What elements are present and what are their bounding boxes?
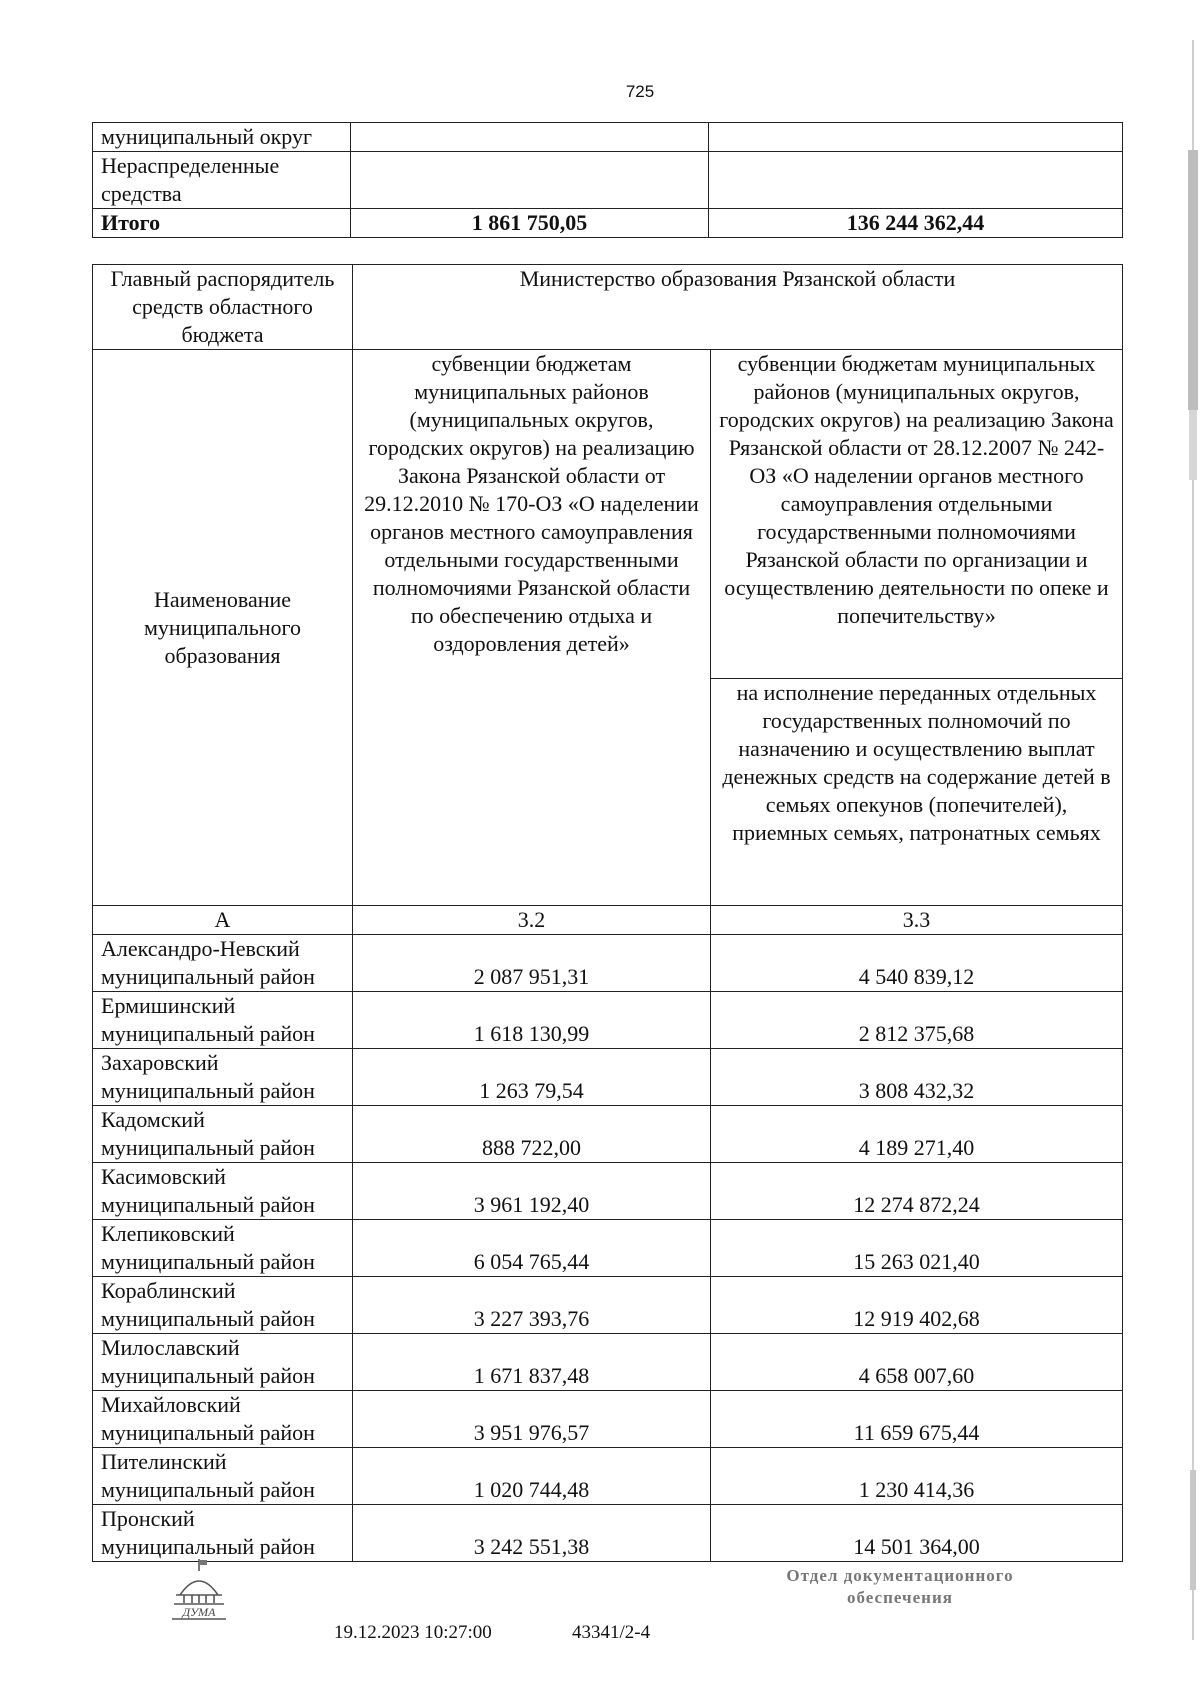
municipality-name-line: муниципальный район [101,964,315,989]
table-row [93,1505,1123,1562]
totals-value-3-3 [709,152,1123,209]
table-row [93,1391,1123,1448]
value-3-2: 888 722,00 [353,1106,711,1163]
municipality-name [93,935,353,992]
column-code-3-2: 3.2 [353,906,711,935]
municipality-name [93,1049,353,1106]
value-3-3: 4 189 271,40 [711,1106,1123,1163]
municipality-name [93,1334,353,1391]
table-row [93,935,1123,992]
value-3-3: 1 230 414,36 [711,1448,1123,1505]
column-code-row [93,906,1123,935]
totals-value-3-3: 136 244 362,44 [709,209,1123,238]
municipality-name [93,1163,353,1220]
municipality-name-line: Касимовский [101,1164,226,1189]
municipality-name-line: Клепиковский [101,1221,235,1246]
column-3-3-header: субвенции бюджетам муниципальных районов (муниципальных округов, городских округов) на реализацию Закона Рязанской области от 28.12.2007 № 242-ОЗ «О наделении органов местного самоуправления отдельными государственными полномочиями Рязанской области по организации и осуществлению деятельности по опеке и попечительству» [711,350,1123,679]
totals-row [93,152,1123,209]
table-row [93,1106,1123,1163]
municipality-name [93,1220,353,1277]
totals-value-3-2 [351,123,709,152]
table-row [93,1220,1123,1277]
stamp-line-2: обеспечения [847,1588,953,1607]
column-3-2-header: субвенции бюджетам муниципальных районов (муниципальных округов, городских округов) на реализацию Закона Рязанской области от 29.12.2010 № 170-ОЗ «О наделении органов местного самоуправления отдельными государственными полномочиями Рязанской области по обеспечению отдыха и оздоровления детей» [353,350,711,906]
totals-row [93,123,1123,152]
municipality-name-line: муниципальный район [101,1021,315,1046]
value-3-2: 1 020 744,48 [353,1448,711,1505]
distributor-row [93,265,1123,350]
municipality-name-line: Пронский [101,1506,195,1531]
totals-value-3-2: 1 861 750,05 [351,209,709,238]
table-row [93,1049,1123,1106]
table-row [93,992,1123,1049]
distributor-value: Министерство образования Рязанской области [353,265,1123,350]
value-3-2: 1 618 130,99 [353,992,711,1049]
totals-row [93,209,1123,238]
scan-edge-marks [1186,0,1200,1695]
value-3-2: 3 951 976,57 [353,1391,711,1448]
value-3-3: 15 263 021,40 [711,1220,1123,1277]
distributor-label: Главный распорядитель средств областного бюджета [93,265,353,350]
value-3-3: 14 501 364,00 [711,1505,1123,1562]
municipality-name-line: Пителинский [101,1449,227,1474]
municipality-name-line: муниципальный район [101,1420,315,1445]
value-3-2: 2 087 951,31 [353,935,711,992]
column-code-a: А [93,906,353,935]
totals-table [92,122,1123,238]
municipality-name [93,1277,353,1334]
name-column-header: Наименование муниципального образования [93,350,353,906]
totals-row-label: Итого [93,209,351,238]
municipality-name [93,1505,353,1562]
value-3-2: 3 961 192,40 [353,1163,711,1220]
table-row [93,1448,1123,1505]
column-title-row [93,350,1123,679]
subventions-table [92,264,1123,1562]
footer-datetime: 19.12.2023 10:27:00 [334,1622,492,1643]
stamp-line-1: Отдел документационного [786,1566,1014,1585]
value-3-3: 3 808 432,32 [711,1049,1123,1106]
totals-value-3-3 [709,123,1123,152]
municipality-name [93,992,353,1049]
municipality-name-line: Ермишинский [101,993,236,1018]
totals-value-3-2 [351,152,709,209]
municipality-name-line: Захаровский [101,1050,219,1075]
column-code-3-3: 3.3 [711,906,1123,935]
value-3-2: 1 263 79,54 [353,1049,711,1106]
municipality-name-line: муниципальный район [101,1249,315,1274]
value-3-3: 12 919 402,68 [711,1277,1123,1334]
municipality-name-line: муниципальный район [101,1306,315,1331]
logo-text: ДУМА [182,1605,216,1619]
column-3-3-subheader: на исполнение переданных отдельных государственных полномочий по назначению и осуществлению выплат денежных средств на содержание детей в семьях опекунов (попечителей), приемных семьях, патронатных семьях [711,679,1123,906]
municipality-name-line: Александро-Невский [101,936,300,961]
table-row [93,1277,1123,1334]
value-3-3: 2 812 375,68 [711,992,1123,1049]
municipality-name-line: Кораблинский [101,1278,236,1303]
municipality-name [93,1448,353,1505]
value-3-2: 3 242 551,38 [353,1505,711,1562]
municipality-name-line: муниципальный район [101,1192,315,1217]
municipality-name-line: муниципальный район [101,1135,315,1160]
totals-row-label: муниципальный округ [93,123,351,152]
table-row [93,1334,1123,1391]
value-3-2: 1 671 837,48 [353,1334,711,1391]
page-number: 725 [625,82,655,101]
municipality-name [93,1106,353,1163]
municipality-name-line: муниципальный район [101,1534,315,1559]
footer-reg-number: 43341/2-4 [572,1622,651,1643]
totals-row-label: Нераспределенные средства [93,152,351,209]
value-3-2: 3 227 393,76 [353,1277,711,1334]
table-row [93,1163,1123,1220]
municipality-name-line: муниципальный район [101,1078,315,1103]
value-3-3: 4 540 839,12 [711,935,1123,992]
value-3-3: 4 658 007,60 [711,1334,1123,1391]
municipality-name [93,1391,353,1448]
duma-logo-icon [168,1557,230,1623]
municipality-name-line: Кадомский [101,1107,205,1132]
value-3-3: 11 659 675,44 [711,1391,1123,1448]
value-3-3: 12 274 872,24 [711,1163,1123,1220]
municipality-name-line: муниципальный район [101,1363,315,1388]
value-3-2: 6 054 765,44 [353,1220,711,1277]
department-stamp [760,1565,1040,1609]
municipality-name-line: Михайловский [101,1392,241,1417]
municipality-name-line: муниципальный район [101,1477,315,1502]
municipality-name-line: Милославский [101,1335,240,1360]
